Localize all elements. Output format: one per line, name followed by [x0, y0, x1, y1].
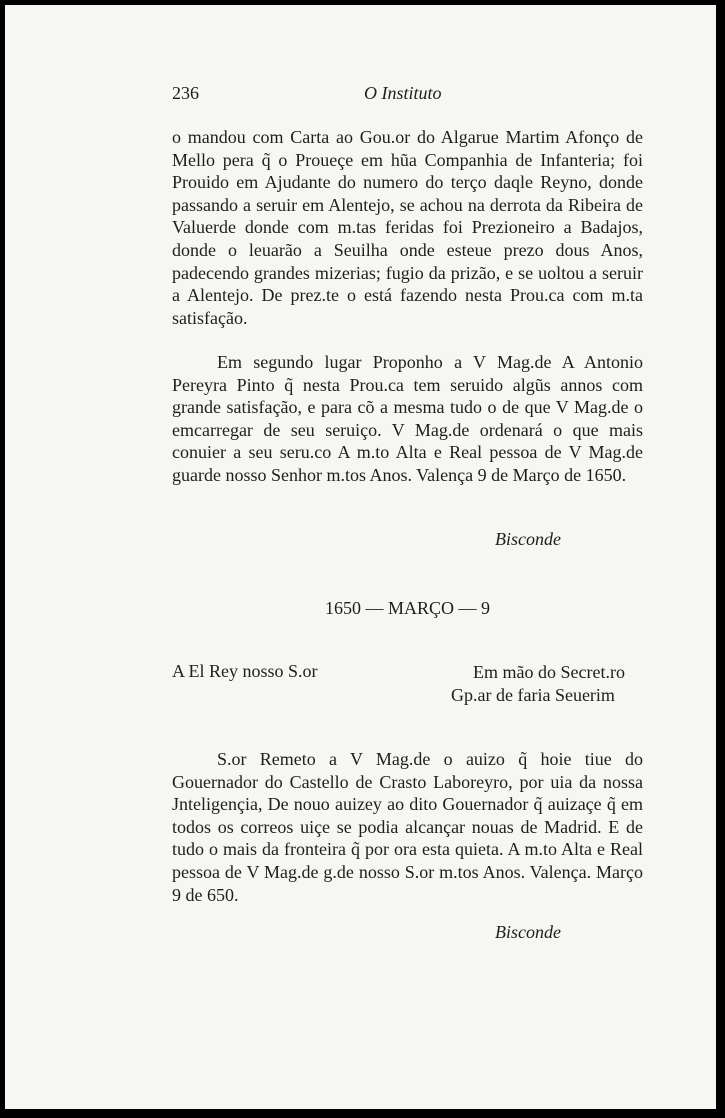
page-number: 236: [172, 83, 199, 103]
paragraph-text: Em segundo lugar Proponho a V Mag.de A Antonio Pereyra Pinto q̃ nesta Prou.ca tem seruido algũs annos com grande satisfação, e para cõ a mesma tudo o de que V Mag.de o emcarregar de seu seruiço. V Mag.de ordenará o que mais conuier a seu seru.co A m.to Alta e Real pessoa de V Mag.de guarde nosso Senhor m.tos Anos. Valença 9 de Março de 1650.: [172, 352, 643, 485]
letter1-paragraph1: [172, 126, 643, 329]
delivery-line-1: Em mão do Secret.ro: [473, 662, 625, 682]
letter1-signature: Bisconde: [495, 529, 561, 549]
running-title: O Instituto: [364, 83, 442, 103]
paragraph-text: S.or Remeto a V Mag.de o auizo q̃ hoie tiue do Gouernador do Castello de Crasto Laboreyro, por uia da nossa Jnteligençia, De nouo auizey ao dito Gouernador q̃ auizaçe q̃ em todos os correos uiçe se podia alcançar nouas de Madrid. E de tudo o mais da fronteira q̃ por ora esta quieta. A m.to Alta e Real pessoa de V Mag.de g.de nosso S.or m.tos Anos. Valença. Março 9 de 650.: [172, 749, 643, 905]
delivery-line-2: Gp.ar de faria Seuerim: [451, 684, 615, 705]
paragraph-text: o mandou com Carta ao Gou.or do Algarue Martim Afonço de Mello pera q̃ o Proueçe em hũa Companhia de Infanteria; foi Prouido em Ajudante do numero do terço daqle Reyno, donde passando a seruir em Alentejo, se achou na derrota da Ribeira de Valuerde donde com m.tas feridas foi Prezioneiro a Badajos, donde o leuarão a Seuilha onde esteue prezo dous Anos, padecendo grandes mizerias; fugio da prizão, e se uoltou a seruir a Alentejo. De prez.te o está fazendo nesta Prou.ca com m.ta satisfação.: [172, 127, 643, 328]
letter2-addressee: A El Rey nosso S.or: [172, 661, 318, 681]
page-header: [172, 83, 646, 107]
letter1-paragraph2: [172, 351, 643, 487]
letter2-signature: Bisconde: [495, 922, 561, 942]
letter2-paragraph: [172, 748, 643, 906]
letter2-date-heading: 1650 — MARÇO — 9: [324, 598, 490, 618]
letter2-delivery-note: [451, 661, 625, 706]
document-page: [5, 5, 716, 1109]
